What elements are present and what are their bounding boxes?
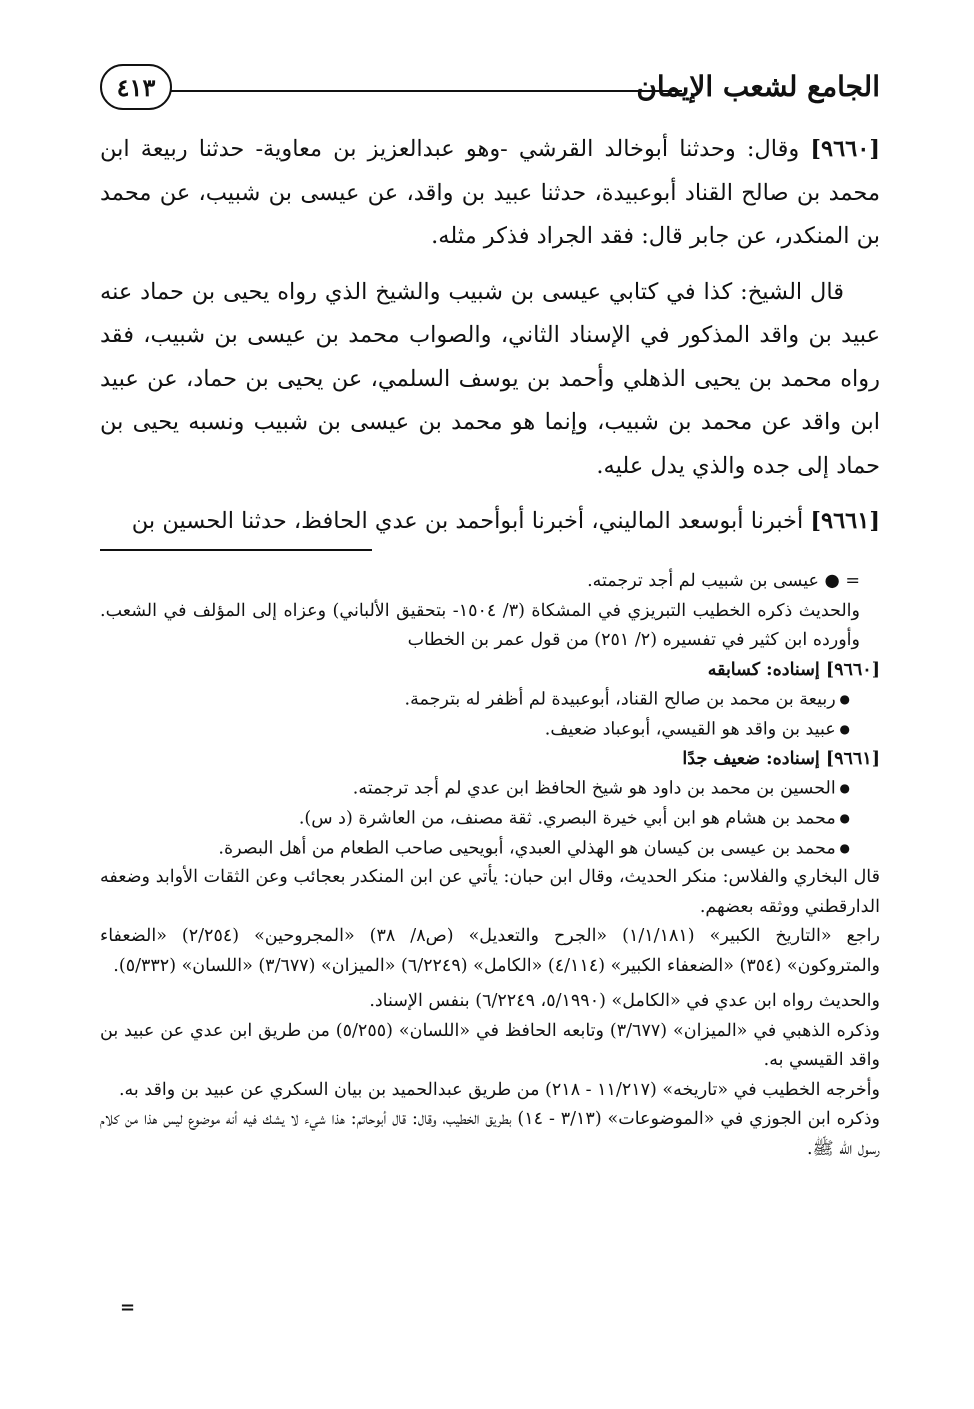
hadith-number: [٩٦٦١] bbox=[810, 508, 880, 534]
running-title: الجامع لشعب الإيمان bbox=[636, 70, 880, 103]
footnote-line: = ● عيسى بن شبيب لم أجد ترجمته. bbox=[587, 571, 860, 591]
footnote-separator bbox=[100, 549, 372, 551]
footnote-line: وأخرجه الخطيب في «تاريخه» (١١/٢١٧ - ٢١٨) من طريق عبدالحميد بن بيان السكري عن عبيد بن واقد به. bbox=[118, 1079, 880, 1100]
hadith-text: أخبرنا أبوسعد الماليني، أخبرنا أبوأحمد بن عدي الحافظ، حدثنا الحسين بن bbox=[131, 508, 811, 534]
main-text bbox=[100, 128, 880, 556]
hadith-text: وقال: وحدثنا أبوخالد القرشي -وهو عبدالعزيز بن معاوية- حدثنا ربيعة ابن محمد بن صالح القناد أبوعبيدة، حدثنا عبيد بن واقد، عن عيسى بن شبيب، عن محمد بن المنكدر، عن جابر قال: فقد الجراد فذكر مثله. bbox=[100, 136, 880, 249]
footnote-line: راجع «التاريخ الكبير» (١/١/١٨١) «الجرح والتعديل» (ص٨/ ٣٨) «المجروحين» (٢/٢٥٤) «الضعفاء والمتروكون» (٣٥٤) «الضعفاء الكبير» (٤/١١٤) «الكامل» (٦/٢٢٤٩) «الميزان» (٣/٦٧٧) «اللسان» (٥/٣٣٢). bbox=[100, 926, 880, 976]
footnotes bbox=[100, 567, 880, 1164]
header-rule bbox=[170, 90, 682, 92]
commentary-text: قال الشيخ: كذا في كتابي عيسى بن شبيب والشيخ الذي رواه يحيى بن حماد عنه عبيد بن واقد المذكور في الإسناد الثاني، والصواب محمد بن عيسى بن شبيب، فقد رواه محمد بن يحيى الذهلي وأحمد بن يوسف السلمي، عن يحيى بن حماد، عن عبيد ابن واقد عن محمد بن شبيب، وإنما هو محمد بن عيسى بن شبيب ونسبه يحيى بن حماد إلى جده والذي يدل عليه. bbox=[100, 278, 880, 479]
footnote-line: قال البخاري والفلاس: منكر الحديث، وقال ابن حبان: يأتي عن ابن المنكدر بعجائب وعن الثقات الأوابد وضعفه الدارقطني ووثقه بعضهم. bbox=[100, 867, 880, 917]
commentary-paragraph bbox=[100, 271, 880, 489]
footnote-bullet: ● محمد بن عيسى بن كيسان هو الهذلي العبدي، أبويحيى صاحب الطعام من أهل البصرة. bbox=[100, 834, 880, 864]
footnote-line: وذكره ابن الجوزي في «الموضوعات» (٣/١٣ - ١٤) بطريق الخطيب، وقال: قال أبوحاتم: هذا شيء لا يشك فيه أنه موضوع ليس هذا من كلام رسول الله ﷺ. bbox=[100, 1109, 881, 1159]
hadith-paragraph bbox=[100, 128, 880, 259]
footnote-line: والحديث ذكره الخطيب التبريزي في المشكاة (٣/ ١٥٠٤- بتحقيق الألباني) وعزاه إلى المؤلف في الشعب. وأورده ابن كثير في تفسيره (٢/ ٢٥١) من قول عمر بن الخطاب bbox=[100, 600, 860, 650]
page-header bbox=[100, 62, 880, 118]
hadith-number: [٩٦٦٠] bbox=[810, 136, 880, 162]
hadith-paragraph bbox=[100, 500, 880, 544]
footnote-bullet: ● محمد بن هشام هو ابن أبي خيرة البصري. ثقة مصنف، من العاشرة (د س). bbox=[100, 804, 880, 834]
footnote-heading: [٩٦٦١] إسناده: ضعيف جدًا bbox=[682, 748, 880, 769]
page-number: ٤١٣ bbox=[100, 64, 172, 110]
footnote-bullet: ● ربيعة بن محمد بن صالح القناد، أبوعبيدة لم أظفر له بترجمة. bbox=[100, 685, 880, 715]
footnote-heading: [٩٦٦٠] إسناده: كسابقه bbox=[707, 659, 880, 680]
footnote-line: والحديث رواه ابن عدي في «الكامل» (٥/١٩٩٠، ٦/٢٢٤٩) بنفس الإسناد. bbox=[369, 991, 880, 1012]
footnote-bullet: ● عبيد بن واقد هو القيسي، أبوعباد ضعيف. bbox=[100, 715, 880, 745]
footnote-bullet: ● الحسين بن محمد بن داود هو شيخ الحافظ ابن عدي لم أجد ترجمته. bbox=[100, 774, 880, 804]
footnote-line: وذكره الذهبي في «الميزان» (٣/٦٧٧) وتابعه الحافظ في «اللسان» (٥/٢٥٥) من طريق ابن عدي عن عبيد بن واقد القيسي به. bbox=[100, 1020, 881, 1071]
continuation-mark: = bbox=[120, 1297, 136, 1318]
